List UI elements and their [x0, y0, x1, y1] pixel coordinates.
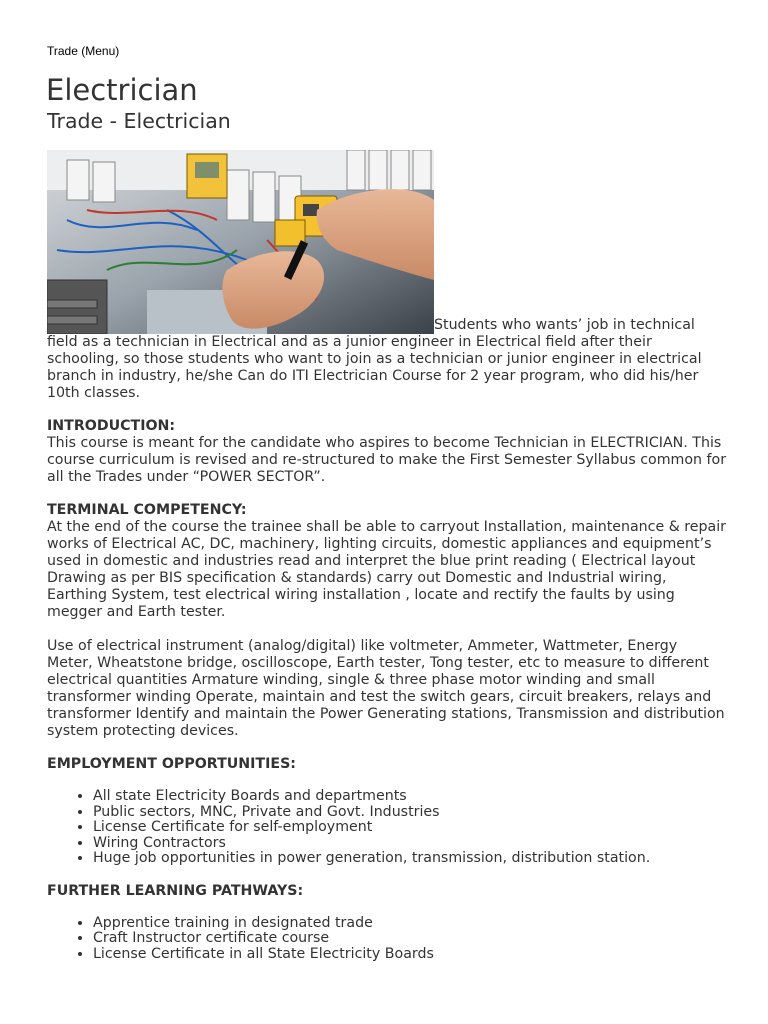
further-learning-list: [47, 916, 727, 963]
article-body: [47, 150, 727, 962]
terminal-competency-heading: TERMINAL COMPETENCY:: [47, 502, 247, 518]
page-title: Electrician: [46, 73, 198, 107]
terminal-competency-text-2: Use of electrical instrument (analog/digital) like voltmeter, Ammeter, Wattmeter, Energy Meter, Wheatstone bridge, oscilloscope, Earth tester, Tong tester, etc to measure to different electrical quantities Armature winding, single & three phase motor winding and small transformer winding Operate, maintain and test the switch gears, circuit breakers, relays and transformer Identify and maintain the Power Generating stations, Transmission and distribution system protecting devices.: [47, 638, 725, 739]
page-subtitle: Trade - Electrician: [47, 109, 231, 133]
intro-text: Students who wants’ job in technical field as a technician in Electrical and as a junior engineer in Electrical field after their schooling, so those students who want to join as a technician or junior engineer in electrical branch in industry, he/she Can do ITI Electrician Course for 2 year program, who did his/her 10th classes.: [47, 317, 702, 401]
list-item: • Wiring Contractors: [93, 836, 727, 852]
list-item: • Public sectors, MNC, Private and Govt. Industries: [93, 805, 727, 821]
list-item: • Craft Instructor certificate course: [93, 931, 727, 947]
list-item: • License Certificate for self-employment: [93, 820, 727, 836]
introduction-heading: INTRODUCTION:: [47, 418, 176, 434]
terminal-competency-text-1: At the end of the course the trainee shall be able to carryout Installation, maintenance & repair works of Electrical AC, DC, machinery, lighting circuits, domestic appliances and equipment’s used in domestic and industries read and interpret the blue print reading ( Electrical layout Drawing as per BIS specification & standards) carry out Domestic and Industrial wiring, Earthing System, test electrical wiring installation , locate and rectify the faults by using megger and Earth tester.: [47, 519, 727, 620]
further-learning-heading: FURTHER LEARNING PATHWAYS:: [47, 882, 304, 899]
list-item: • Huge job opportunities in power generation, transmission, distribution station.: [93, 851, 727, 867]
list-item: • License Certificate in all State Electricity Boards: [93, 947, 727, 963]
list-item: • All state Electricity Boards and departments: [93, 789, 727, 805]
electrician-photo: [47, 150, 434, 334]
intro-paragraph: [47, 150, 727, 402]
introduction-text: This course is meant for the candidate who aspires to become Technician in ELECTRICIAN. This course curriculum is revised and re-structured to make the First Semester Syllabus common for all the Trades under “POWER SECTOR”.: [47, 435, 727, 485]
list-item: • Apprentice training in designated trade: [93, 916, 727, 932]
employment-opportunities-heading: EMPLOYMENT OPPORTUNITIES:: [47, 756, 296, 772]
trade-menu-link[interactable]: Trade (Menu): [47, 44, 120, 58]
employment-list: [47, 789, 727, 867]
